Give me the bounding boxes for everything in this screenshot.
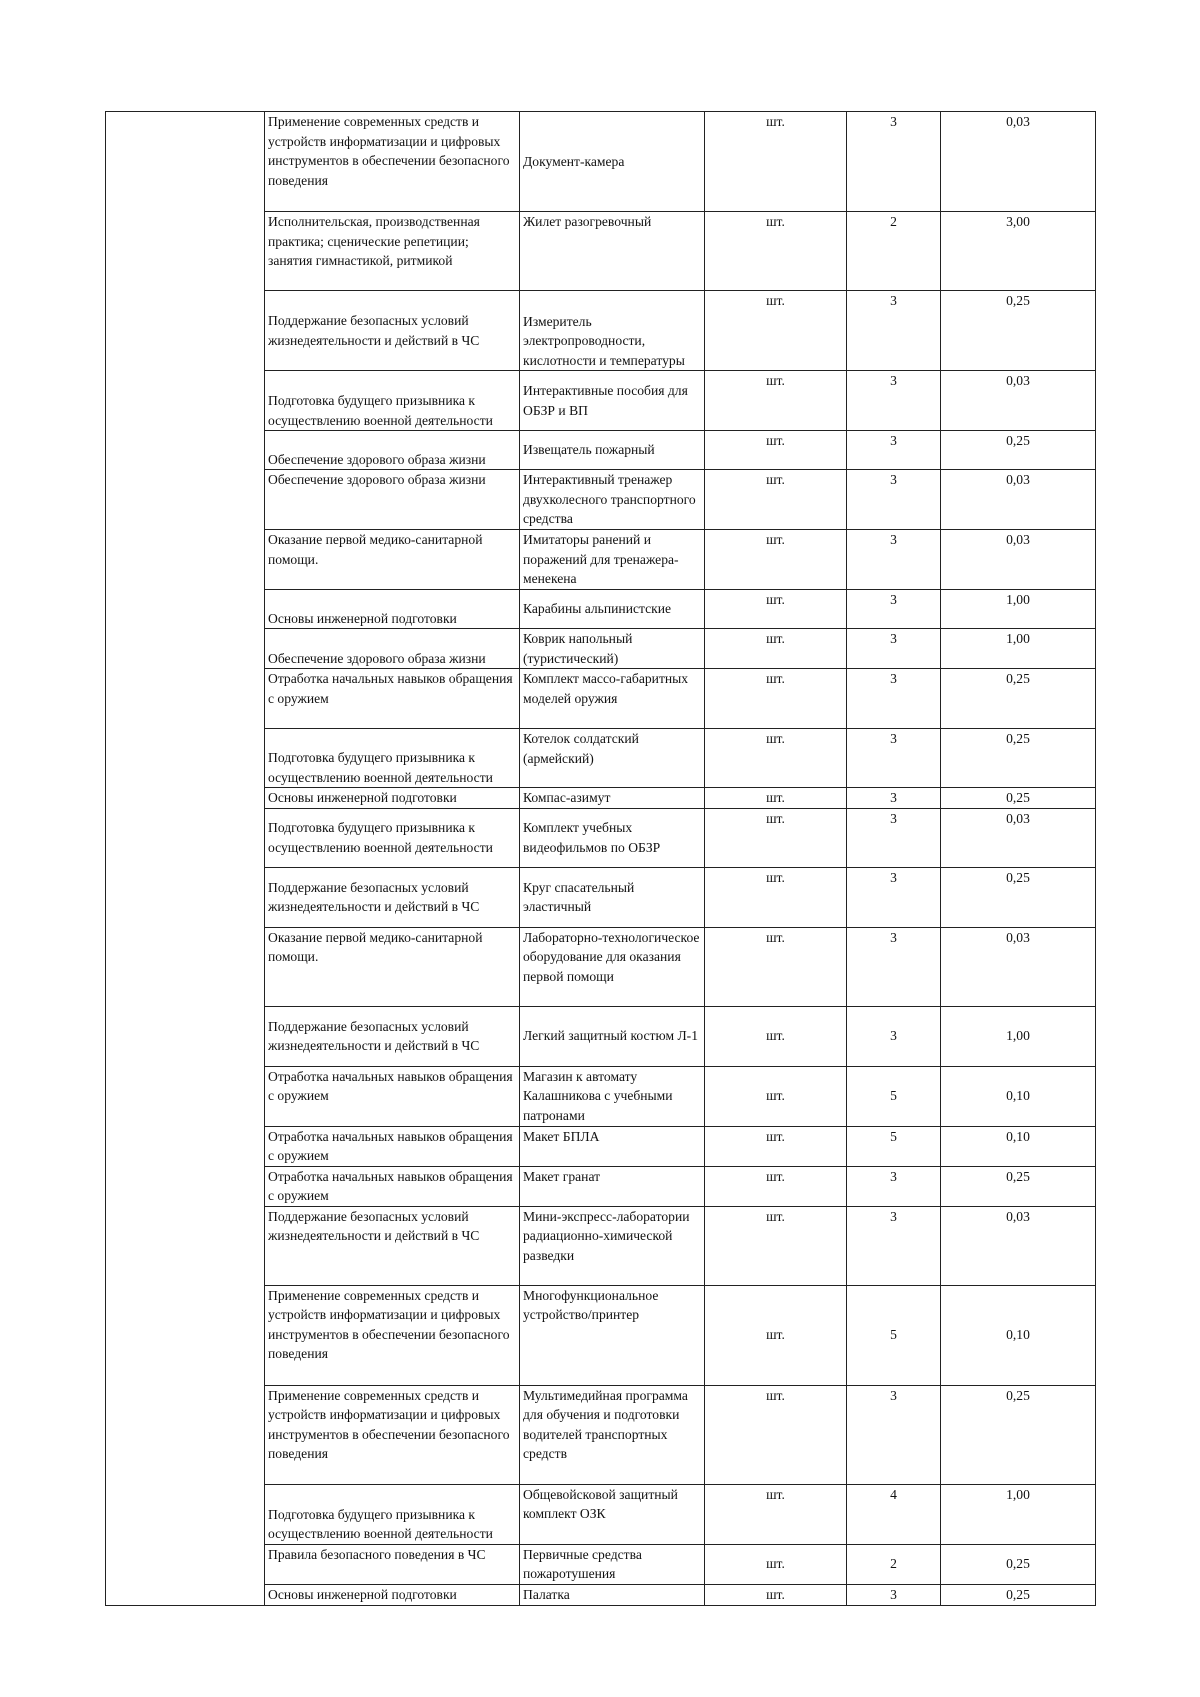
value-cell: 0,25 (941, 431, 1096, 470)
table-row (106, 867, 1096, 927)
quantity-cell: 3 (847, 1584, 941, 1605)
value-cell: 1,00 (941, 1006, 1096, 1066)
table-row (106, 788, 1096, 809)
blank-cell (106, 371, 265, 431)
unit-cell: шт. (705, 1166, 847, 1206)
blank-cell (106, 729, 265, 788)
item-name-cell: Извещатель пожарный (520, 431, 705, 470)
purpose-cell: Отработка начальных навыков обращения с оружием (265, 669, 520, 729)
purpose-cell: Применение современных средств и устройств информатизации и цифровых инструментов в обеспечении безопасного поведения (265, 1285, 520, 1385)
unit-cell: шт. (705, 1544, 847, 1584)
quantity-cell: 3 (847, 669, 941, 729)
purpose-cell: Отработка начальных навыков обращения с оружием (265, 1066, 520, 1126)
quantity-cell: 3 (847, 530, 941, 590)
purpose-cell: Подготовка будущего призывника к осуществлению военной деятельности (265, 1484, 520, 1544)
table-row (106, 112, 1096, 212)
purpose-cell: Оказание первой медико-санитарной помощи. (265, 927, 520, 1006)
unit-cell: шт. (705, 590, 847, 629)
quantity-cell: 3 (847, 470, 941, 530)
unit-cell: шт. (705, 669, 847, 729)
blank-cell (106, 1006, 265, 1066)
quantity-cell: 3 (847, 729, 941, 788)
item-name-cell: Общевойсковой защитный комплект ОЗК (520, 1484, 705, 1544)
value-cell: 0,25 (941, 1544, 1096, 1584)
quantity-cell: 3 (847, 1006, 941, 1066)
purpose-cell: Применение современных средств и устройств информатизации и цифровых инструментов в обеспечении безопасного поведения (265, 112, 520, 212)
unit-cell: шт. (705, 1285, 847, 1385)
blank-cell (106, 291, 265, 371)
unit-cell: шт. (705, 1066, 847, 1126)
quantity-cell: 3 (847, 927, 941, 1006)
table-row (106, 291, 1096, 371)
purpose-cell: Подготовка будущего призывника к осуществлению военной деятельности (265, 371, 520, 431)
blank-cell (106, 112, 265, 212)
blank-cell (106, 1385, 265, 1484)
value-cell: 3,00 (941, 212, 1096, 291)
table-body (106, 112, 1096, 1606)
item-name-cell: Легкий защитный костюм Л-1 (520, 1006, 705, 1066)
quantity-cell: 4 (847, 1484, 941, 1544)
quantity-cell: 3 (847, 1166, 941, 1206)
table-row (106, 1385, 1096, 1484)
blank-cell (106, 1066, 265, 1126)
value-cell: 0,03 (941, 112, 1096, 212)
purpose-cell: Правила безопасного поведения в ЧС (265, 1544, 520, 1584)
table-row (106, 629, 1096, 669)
item-name-cell: Первичные средства пожаротушения (520, 1544, 705, 1584)
item-name-cell: Документ-камера (520, 112, 705, 212)
quantity-cell: 5 (847, 1285, 941, 1385)
unit-cell: шт. (705, 470, 847, 530)
equipment-table (105, 111, 1096, 1606)
unit-cell: шт. (705, 1385, 847, 1484)
value-cell: 0,03 (941, 808, 1096, 867)
value-cell: 0,10 (941, 1285, 1096, 1385)
table-row (106, 1206, 1096, 1285)
purpose-cell: Основы инженерной подготовки (265, 1584, 520, 1605)
unit-cell: шт. (705, 1584, 847, 1605)
blank-cell (106, 1484, 265, 1544)
unit-cell: шт. (705, 927, 847, 1006)
value-cell: 0,03 (941, 470, 1096, 530)
item-name-cell: Карабины альпинистские (520, 590, 705, 629)
table-row (106, 1285, 1096, 1385)
value-cell: 0,03 (941, 530, 1096, 590)
blank-cell (106, 1206, 265, 1285)
value-cell: 0,25 (941, 867, 1096, 927)
unit-cell: шт. (705, 729, 847, 788)
unit-cell: шт. (705, 867, 847, 927)
quantity-cell: 2 (847, 212, 941, 291)
value-cell: 0,25 (941, 291, 1096, 371)
unit-cell: шт. (705, 808, 847, 867)
blank-cell (106, 1126, 265, 1166)
table-row (106, 1584, 1096, 1605)
item-name-cell: Имитаторы ранений и поражений для тренажера-менекена (520, 530, 705, 590)
table-row (106, 212, 1096, 291)
item-name-cell: Измеритель электропроводности, кислотности и температуры (520, 291, 705, 371)
unit-cell: шт. (705, 788, 847, 809)
unit-cell: шт. (705, 371, 847, 431)
unit-cell: шт. (705, 1206, 847, 1285)
item-name-cell: Интерактивный тренажер двухколесного транспортного средства (520, 470, 705, 530)
unit-cell: шт. (705, 530, 847, 590)
table-row (106, 1544, 1096, 1584)
value-cell: 1,00 (941, 629, 1096, 669)
blank-cell (106, 470, 265, 530)
item-name-cell: Комплект учебных видеофильмов по ОБЗР (520, 808, 705, 867)
item-name-cell: Круг спасательный эластичный (520, 867, 705, 927)
quantity-cell: 3 (847, 867, 941, 927)
quantity-cell: 3 (847, 788, 941, 809)
purpose-cell: Исполнительская, производственная практика; сценические репетиции; занятия гимнастикой, ритмикой (265, 212, 520, 291)
quantity-cell: 3 (847, 112, 941, 212)
purpose-cell: Применение современных средств и устройств информатизации и цифровых инструментов в обеспечении безопасного поведения (265, 1385, 520, 1484)
unit-cell: шт. (705, 1126, 847, 1166)
value-cell: 0,25 (941, 788, 1096, 809)
table-row (106, 1166, 1096, 1206)
purpose-cell: Поддержание безопасных условий жизнедеятельности и действий в ЧС (265, 867, 520, 927)
value-cell: 0,25 (941, 1385, 1096, 1484)
table-row (106, 808, 1096, 867)
unit-cell: шт. (705, 629, 847, 669)
item-name-cell: Магазин к автомату Калашникова с учебными патронами (520, 1066, 705, 1126)
table-row (106, 1484, 1096, 1544)
purpose-cell: Обеспечение здорового образа жизни (265, 470, 520, 530)
item-name-cell: Макет БПЛА (520, 1126, 705, 1166)
quantity-cell: 3 (847, 371, 941, 431)
purpose-cell: Основы инженерной подготовки (265, 788, 520, 809)
blank-cell (106, 590, 265, 629)
item-name-cell: Мультимедийная программа для обучения и подготовки водителей транспортных средств (520, 1385, 705, 1484)
purpose-cell: Отработка начальных навыков обращения с оружием (265, 1166, 520, 1206)
value-cell: 0,25 (941, 1166, 1096, 1206)
value-cell: 0,03 (941, 927, 1096, 1006)
table-row (106, 470, 1096, 530)
blank-cell (106, 808, 265, 867)
table-row (106, 729, 1096, 788)
item-name-cell: Котелок солдатский (армейский) (520, 729, 705, 788)
item-name-cell: Мини-экспресс-лаборатории радиационно-химической разведки (520, 1206, 705, 1285)
quantity-cell: 5 (847, 1066, 941, 1126)
purpose-cell: Обеспечение здорового образа жизни (265, 431, 520, 470)
value-cell: 0,10 (941, 1066, 1096, 1126)
blank-cell (106, 788, 265, 809)
value-cell: 1,00 (941, 590, 1096, 629)
table-row (106, 590, 1096, 629)
value-cell: 0,25 (941, 1584, 1096, 1605)
value-cell: 0,25 (941, 729, 1096, 788)
table-row (106, 927, 1096, 1006)
table-row (106, 1126, 1096, 1166)
blank-cell (106, 1285, 265, 1385)
quantity-cell: 3 (847, 291, 941, 371)
value-cell: 1,00 (941, 1484, 1096, 1544)
quantity-cell: 3 (847, 629, 941, 669)
purpose-cell: Основы инженерной подготовки (265, 590, 520, 629)
table-row (106, 371, 1096, 431)
quantity-cell: 3 (847, 1206, 941, 1285)
blank-cell (106, 1544, 265, 1584)
purpose-cell: Обеспечение здорового образа жизни (265, 629, 520, 669)
blank-cell (106, 212, 265, 291)
quantity-cell: 3 (847, 590, 941, 629)
item-name-cell: Палатка (520, 1584, 705, 1605)
quantity-cell: 3 (847, 808, 941, 867)
purpose-cell: Подготовка будущего призывника к осуществлению военной деятельности (265, 729, 520, 788)
table-row (106, 1006, 1096, 1066)
purpose-cell: Поддержание безопасных условий жизнедеятельности и действий в ЧС (265, 291, 520, 371)
blank-cell (106, 530, 265, 590)
purpose-cell: Подготовка будущего призывника к осуществлению военной деятельности (265, 808, 520, 867)
quantity-cell: 2 (847, 1544, 941, 1584)
table-row (106, 530, 1096, 590)
purpose-cell: Отработка начальных навыков обращения с оружием (265, 1126, 520, 1166)
value-cell: 0,10 (941, 1126, 1096, 1166)
unit-cell: шт. (705, 112, 847, 212)
blank-cell (106, 927, 265, 1006)
item-name-cell: Жилет разогревочный (520, 212, 705, 291)
blank-cell (106, 1166, 265, 1206)
unit-cell: шт. (705, 212, 847, 291)
table-row (106, 431, 1096, 470)
unit-cell: шт. (705, 431, 847, 470)
item-name-cell: Компас-азимут (520, 788, 705, 809)
purpose-cell: Оказание первой медико-санитарной помощи. (265, 530, 520, 590)
quantity-cell: 3 (847, 431, 941, 470)
blank-cell (106, 867, 265, 927)
blank-cell (106, 431, 265, 470)
item-name-cell: Коврик напольный (туристический) (520, 629, 705, 669)
value-cell: 0,03 (941, 371, 1096, 431)
blank-cell (106, 669, 265, 729)
quantity-cell: 5 (847, 1126, 941, 1166)
item-name-cell: Интерактивные пособия для ОБЗР и ВП (520, 371, 705, 431)
unit-cell: шт. (705, 291, 847, 371)
unit-cell: шт. (705, 1006, 847, 1066)
value-cell: 0,25 (941, 669, 1096, 729)
purpose-cell: Поддержание безопасных условий жизнедеятельности и действий в ЧС (265, 1206, 520, 1285)
item-name-cell: Многофункциональное устройство/принтер (520, 1285, 705, 1385)
unit-cell: шт. (705, 1484, 847, 1544)
blank-cell (106, 629, 265, 669)
blank-cell (106, 1584, 265, 1605)
item-name-cell: Макет гранат (520, 1166, 705, 1206)
table-row (106, 1066, 1096, 1126)
table-row (106, 669, 1096, 729)
purpose-cell: Поддержание безопасных условий жизнедеятельности и действий в ЧС (265, 1006, 520, 1066)
quantity-cell: 3 (847, 1385, 941, 1484)
item-name-cell: Лабораторно-технологическое оборудование для оказания первой помощи (520, 927, 705, 1006)
item-name-cell: Комплект массо-габаритных моделей оружия (520, 669, 705, 729)
value-cell: 0,03 (941, 1206, 1096, 1285)
